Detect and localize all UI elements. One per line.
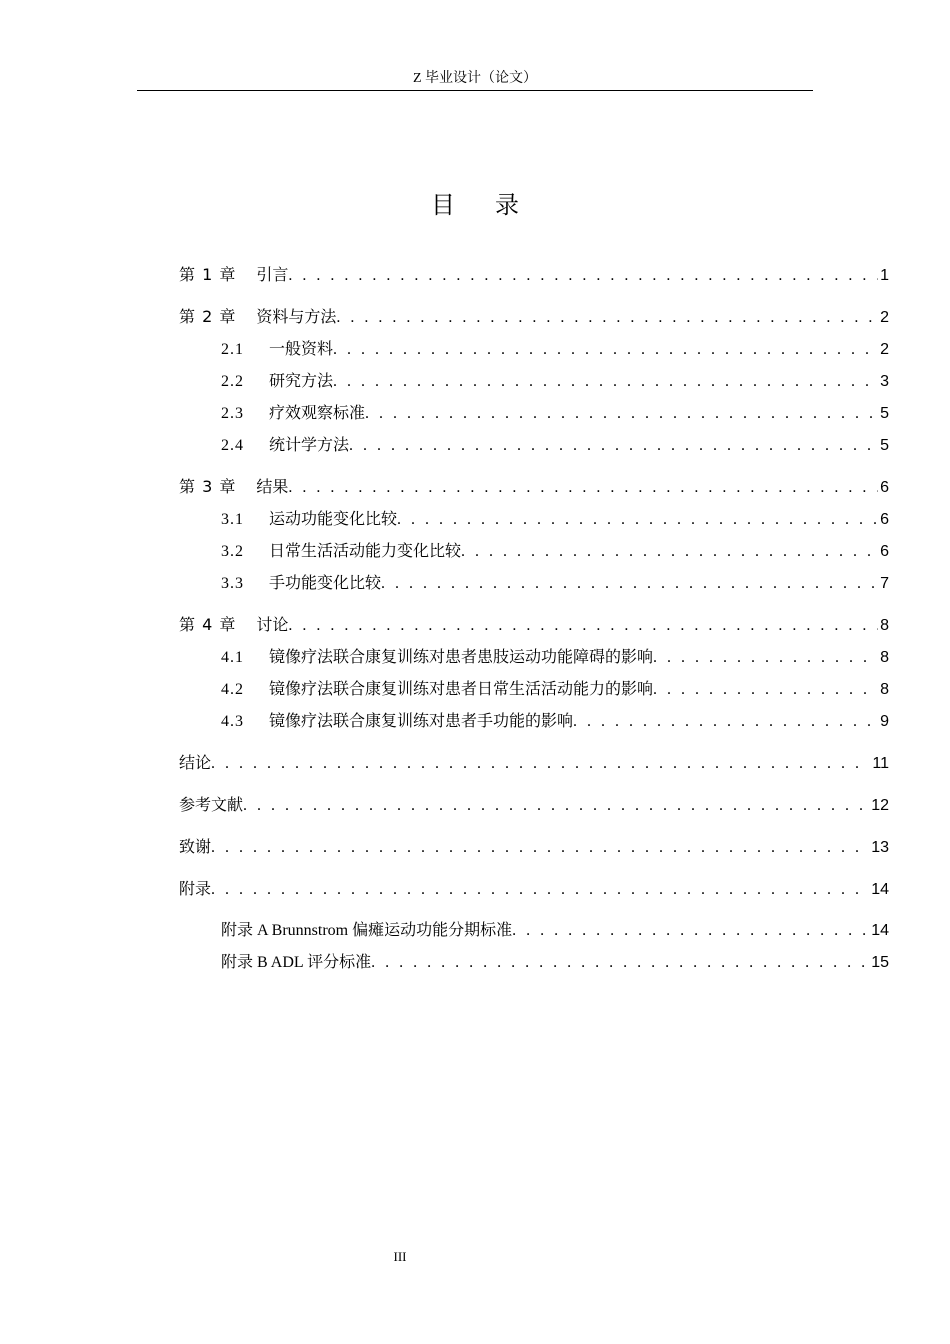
dot-leader xyxy=(211,839,869,857)
toc-entry-label xyxy=(221,400,365,423)
dot-leader xyxy=(371,954,869,972)
toc-entry-page: 2 xyxy=(880,341,889,358)
toc-entry-text: 讨论 xyxy=(256,615,289,634)
toc-entry-page: 3 xyxy=(880,373,889,390)
dot-leader xyxy=(381,575,878,593)
toc-entry-text: 参考文献 xyxy=(179,795,244,814)
dot-leader xyxy=(336,309,878,327)
toc-entry-text: 镜像疗法联合康复训练对患者患肢运动功能障碍的影响 xyxy=(269,649,654,666)
toc-entry-label xyxy=(221,676,653,699)
toc-entry-text: 镜像疗法联合康复训练对患者日常生活活动能力的影响 xyxy=(269,681,654,698)
toc-entry-label xyxy=(179,612,288,635)
toc-entry[interactable] xyxy=(179,474,889,506)
toc-entry-page: 8 xyxy=(880,681,889,698)
toc-entry-text: 引言 xyxy=(256,265,289,284)
dot-leader xyxy=(653,649,878,667)
dot-leader xyxy=(211,881,869,899)
toc-entry-page: 6 xyxy=(880,543,889,560)
toc-entry-page: 12 xyxy=(871,797,889,814)
toc-entry-page: 8 xyxy=(880,649,889,666)
toc-entry-number: 3.2 xyxy=(221,543,244,560)
toc-entry-page: 9 xyxy=(880,713,889,730)
toc-entry-page: 6 xyxy=(880,511,889,528)
dot-leader xyxy=(288,617,878,635)
toc-entry-page: 1 xyxy=(880,267,889,284)
toc-entry-text: 附录 xyxy=(179,879,212,898)
toc-entry[interactable] xyxy=(179,876,889,908)
toc-entry-number: 3.1 xyxy=(221,511,244,528)
dot-leader xyxy=(349,437,878,455)
toc-entry-text: 附录 A Brunnstrom 偏瘫运动功能分期标准 xyxy=(221,922,513,939)
toc-entry-text: 日常生活活动能力变化比较 xyxy=(269,543,462,560)
dot-leader xyxy=(243,797,869,815)
toc-entry-label xyxy=(179,834,211,857)
toc-entry-page: 15 xyxy=(871,954,889,971)
toc-entry-text: 附录 B ADL 评分标准 xyxy=(221,954,372,971)
toc-entry-label xyxy=(221,708,573,731)
dot-leader xyxy=(333,373,878,391)
toc-entry-page: 14 xyxy=(871,881,889,898)
toc-entry[interactable] xyxy=(179,834,889,866)
toc-entry-label xyxy=(179,304,336,327)
toc-entry[interactable] xyxy=(179,612,889,644)
dot-leader xyxy=(333,341,878,359)
toc-entry-label xyxy=(179,792,243,815)
toc-entry-number: 第 2 章 xyxy=(179,307,237,326)
table-of-contents xyxy=(179,262,889,981)
toc-entry-page: 7 xyxy=(880,575,889,592)
toc-entry[interactable] xyxy=(179,336,889,368)
toc-entry-text: 镜像疗法联合康复训练对患者手功能的影响 xyxy=(269,713,574,730)
toc-entry[interactable] xyxy=(179,368,889,400)
dot-leader xyxy=(512,922,869,940)
toc-entry[interactable] xyxy=(179,570,889,602)
toc-entry-label xyxy=(179,876,211,899)
toc-entry-label xyxy=(179,474,288,497)
toc-entry-number: 4.1 xyxy=(221,649,244,666)
toc-entry[interactable] xyxy=(179,262,889,294)
toc-entry-label xyxy=(179,262,288,285)
toc-entry-label xyxy=(221,644,653,667)
toc-entry-page: 14 xyxy=(871,922,889,939)
toc-entry-text: 运动功能变化比较 xyxy=(269,511,398,528)
toc-entry-page: 5 xyxy=(880,437,889,454)
toc-entry-number: 第 4 章 xyxy=(179,615,237,634)
toc-entry-page: 11 xyxy=(872,755,889,772)
dot-leader xyxy=(573,713,878,731)
dot-leader xyxy=(653,681,878,699)
toc-entry-number: 2.2 xyxy=(221,373,244,390)
toc-entry[interactable] xyxy=(179,432,889,464)
toc-entry-number: 4.3 xyxy=(221,713,244,730)
dot-leader xyxy=(211,755,870,773)
toc-entry-text: 疗效观察标准 xyxy=(269,405,366,422)
toc-entry-text: 一般资料 xyxy=(269,341,334,358)
dot-leader xyxy=(288,479,878,497)
dot-leader xyxy=(461,543,878,561)
toc-entry-text: 统计学方法 xyxy=(269,437,350,454)
toc-entry-page: 13 xyxy=(871,839,889,856)
page-number: III xyxy=(393,1249,407,1264)
toc-entry-page: 5 xyxy=(880,405,889,422)
dot-leader xyxy=(365,405,878,423)
toc-entry-number: 第 3 章 xyxy=(179,477,237,496)
toc-entry-number: 4.2 xyxy=(221,681,244,698)
toc-entry-label xyxy=(221,336,333,359)
toc-entry[interactable] xyxy=(179,750,889,782)
toc-entry-label xyxy=(221,368,333,391)
toc-entry[interactable] xyxy=(179,506,889,538)
toc-entry[interactable] xyxy=(179,676,889,708)
toc-entry-number: 2.3 xyxy=(221,405,244,422)
toc-entry[interactable] xyxy=(179,400,889,432)
toc-entry-number: 3.3 xyxy=(221,575,244,592)
toc-title: 目录 xyxy=(431,191,559,219)
dot-leader xyxy=(288,267,878,285)
toc-entry-text: 研究方法 xyxy=(269,373,334,390)
running-header: Z 毕业设计（论文） xyxy=(412,71,538,86)
toc-entry-page: 8 xyxy=(880,617,889,634)
toc-entry[interactable] xyxy=(179,792,889,824)
toc-entry-label xyxy=(221,917,512,940)
toc-entry-number: 2.4 xyxy=(221,437,244,454)
header-rule xyxy=(137,90,813,91)
toc-entry[interactable] xyxy=(179,538,889,570)
toc-entry[interactable] xyxy=(179,644,889,676)
toc-entry-text: 致谢 xyxy=(179,837,212,856)
toc-entry-label xyxy=(221,570,381,593)
toc-entry[interactable] xyxy=(179,917,889,949)
dot-leader xyxy=(397,511,878,529)
toc-entry-text: 资料与方法 xyxy=(256,307,337,326)
toc-entry-page: 2 xyxy=(880,309,889,326)
toc-entry[interactable] xyxy=(179,304,889,336)
toc-entry[interactable] xyxy=(179,949,889,981)
toc-entry-label xyxy=(179,750,211,773)
toc-entry-label xyxy=(221,949,371,972)
toc-entry-number: 第 1 章 xyxy=(179,265,237,284)
toc-entry-text: 结论 xyxy=(179,753,212,772)
toc-entry-number: 2.1 xyxy=(221,341,244,358)
toc-entry-label xyxy=(221,506,397,529)
toc-entry[interactable] xyxy=(179,708,889,740)
toc-entry-text: 手功能变化比较 xyxy=(269,575,382,592)
toc-entry-label xyxy=(221,538,461,561)
toc-entry-text: 结果 xyxy=(256,477,289,496)
toc-entry-label xyxy=(221,432,349,455)
toc-entry-page: 6 xyxy=(880,479,889,496)
